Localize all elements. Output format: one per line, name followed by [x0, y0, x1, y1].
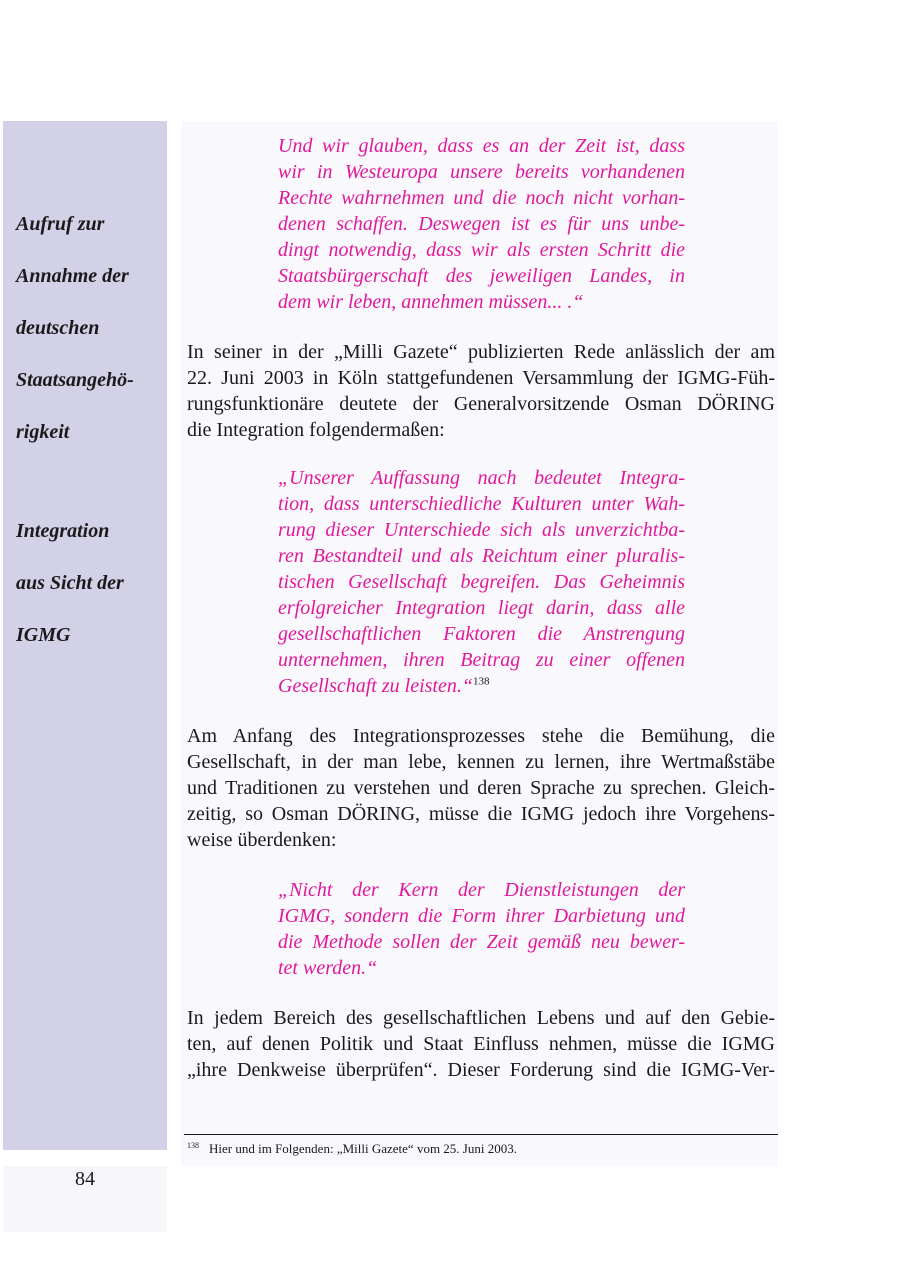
paragraph-line: rungsfunktionäre deutete der Generalvorsitzende Osman DÖRING: [187, 393, 775, 415]
page-number: 84: [75, 1168, 95, 1190]
quote-line: tischen Gesellschaft begreifen. Das Geheimnis: [278, 571, 685, 593]
paragraph-speech-intro: [187, 339, 775, 443]
quote-line: gesellschaftlichen Faktoren die Anstrengung: [278, 623, 685, 645]
quote-line: tion, dass unterschiedliche Kulturen unter Wah-: [278, 493, 685, 515]
quote-line: tet werden.“: [278, 957, 378, 979]
margin-note-line: deutschen: [16, 317, 100, 339]
quote-line-last: [278, 673, 685, 699]
paragraph-line: zeitig, so Osman DÖRING, müsse die IGMG jedoch ihre Vorgehens-: [187, 803, 775, 825]
paragraph-line: die Integration folgendermaßen:: [187, 419, 445, 441]
margin-note-line: Staatsangehö-: [16, 369, 134, 391]
margin-note-line: Aufruf zur: [16, 213, 105, 235]
quote-line: Und wir glauben, dass es an der Zeit ist, dass: [278, 135, 685, 157]
footnote: [187, 1140, 772, 1158]
quote-line: „Nicht der Kern der Dienstleistungen der: [278, 879, 685, 901]
footnote-divider: [184, 1134, 778, 1135]
quote-line: dem wir leben, annehmen müssen... .“: [278, 291, 584, 313]
footnote-reference: 138: [472, 675, 490, 688]
margin-note-integration: [16, 492, 156, 648]
quote-line: die Methode sollen der Zeit gemäß neu bewer-: [278, 931, 685, 953]
quote-line: rung dieser Unterschiede sich als unverzichtba-: [278, 519, 685, 541]
quote-line: ren Bestandteil und als Reichtum einer pluralis-: [278, 545, 685, 567]
paragraph-line: Gesellschaft, in der man lebe, kennen zu lernen, ihre Wertmaßstäbe: [187, 751, 775, 773]
quote-line: „Unserer Auffassung nach bedeutet Integra-: [278, 467, 685, 489]
paragraph-line: ten, auf denen Politik und Staat Einfluss nehmen, müsse die IGMG: [187, 1033, 775, 1055]
margin-note-line: aus Sicht der: [16, 572, 124, 594]
paragraph-line: und Traditionen zu verstehen und deren Sprache zu sprechen. Gleich-: [187, 777, 775, 799]
quote-line: erfolgreicher Integration liegt darin, dass alle: [278, 597, 685, 619]
quote-line: unternehmen, ihren Beitrag zu einer offenen: [278, 649, 685, 671]
margin-note-line: rigkeit: [16, 421, 70, 443]
margin-note-line: Integration: [16, 520, 110, 542]
quote-line: Staatsbürgerschaft des jeweiligen Landes, in: [278, 265, 685, 287]
quote-citizenship: [278, 133, 685, 315]
margin-note-line: IGMG: [16, 624, 71, 646]
quote-line: IGMG, sondern die Form ihrer Darbietung und: [278, 905, 685, 927]
quote-services: [278, 877, 685, 981]
paragraph-line: „ihre Denkweise überprüfen“. Dieser Forderung sind die IGMG-Ver-: [187, 1059, 775, 1081]
paragraph-integration-process: [187, 723, 775, 853]
quote-line: Rechte wahrnehmen und die noch nicht vorhan-: [278, 187, 685, 209]
quote-line: wir in Westeuropa unsere bereits vorhandenen: [278, 161, 685, 183]
margin-note-line: Annahme der: [16, 265, 129, 287]
quote-line: dingt notwendig, dass wir als ersten Schritt die: [278, 239, 685, 261]
paragraph-line: In jedem Bereich des gesellschaftlichen Lebens und auf den Gebie-: [187, 1007, 775, 1029]
quote-line: denen schaffen. Deswegen ist es für uns unbe-: [278, 213, 685, 235]
paragraph-line: In seiner in der „Milli Gazete“ publizierten Rede anlässlich der am: [187, 341, 775, 363]
paragraph-line: 22. Juni 2003 in Köln stattgefundenen Versammlung der IGMG-Füh-: [187, 367, 775, 389]
paragraph-line: weise überdenken:: [187, 829, 337, 851]
footnote-text: Hier und im Folgenden: „Milli Gazete“ vom 25. Juni 2003.: [209, 1141, 517, 1156]
margin-note-citizenship: [16, 185, 156, 445]
paragraph-line: Am Anfang des Integrationsprozesses stehe die Bemühung, die: [187, 725, 775, 747]
footnote-number: 138: [187, 1140, 199, 1150]
quote-integration: [278, 465, 685, 699]
paragraph-society-areas: [187, 1005, 775, 1083]
quote-line-text: Gesellschaft zu leisten.“: [278, 675, 473, 697]
